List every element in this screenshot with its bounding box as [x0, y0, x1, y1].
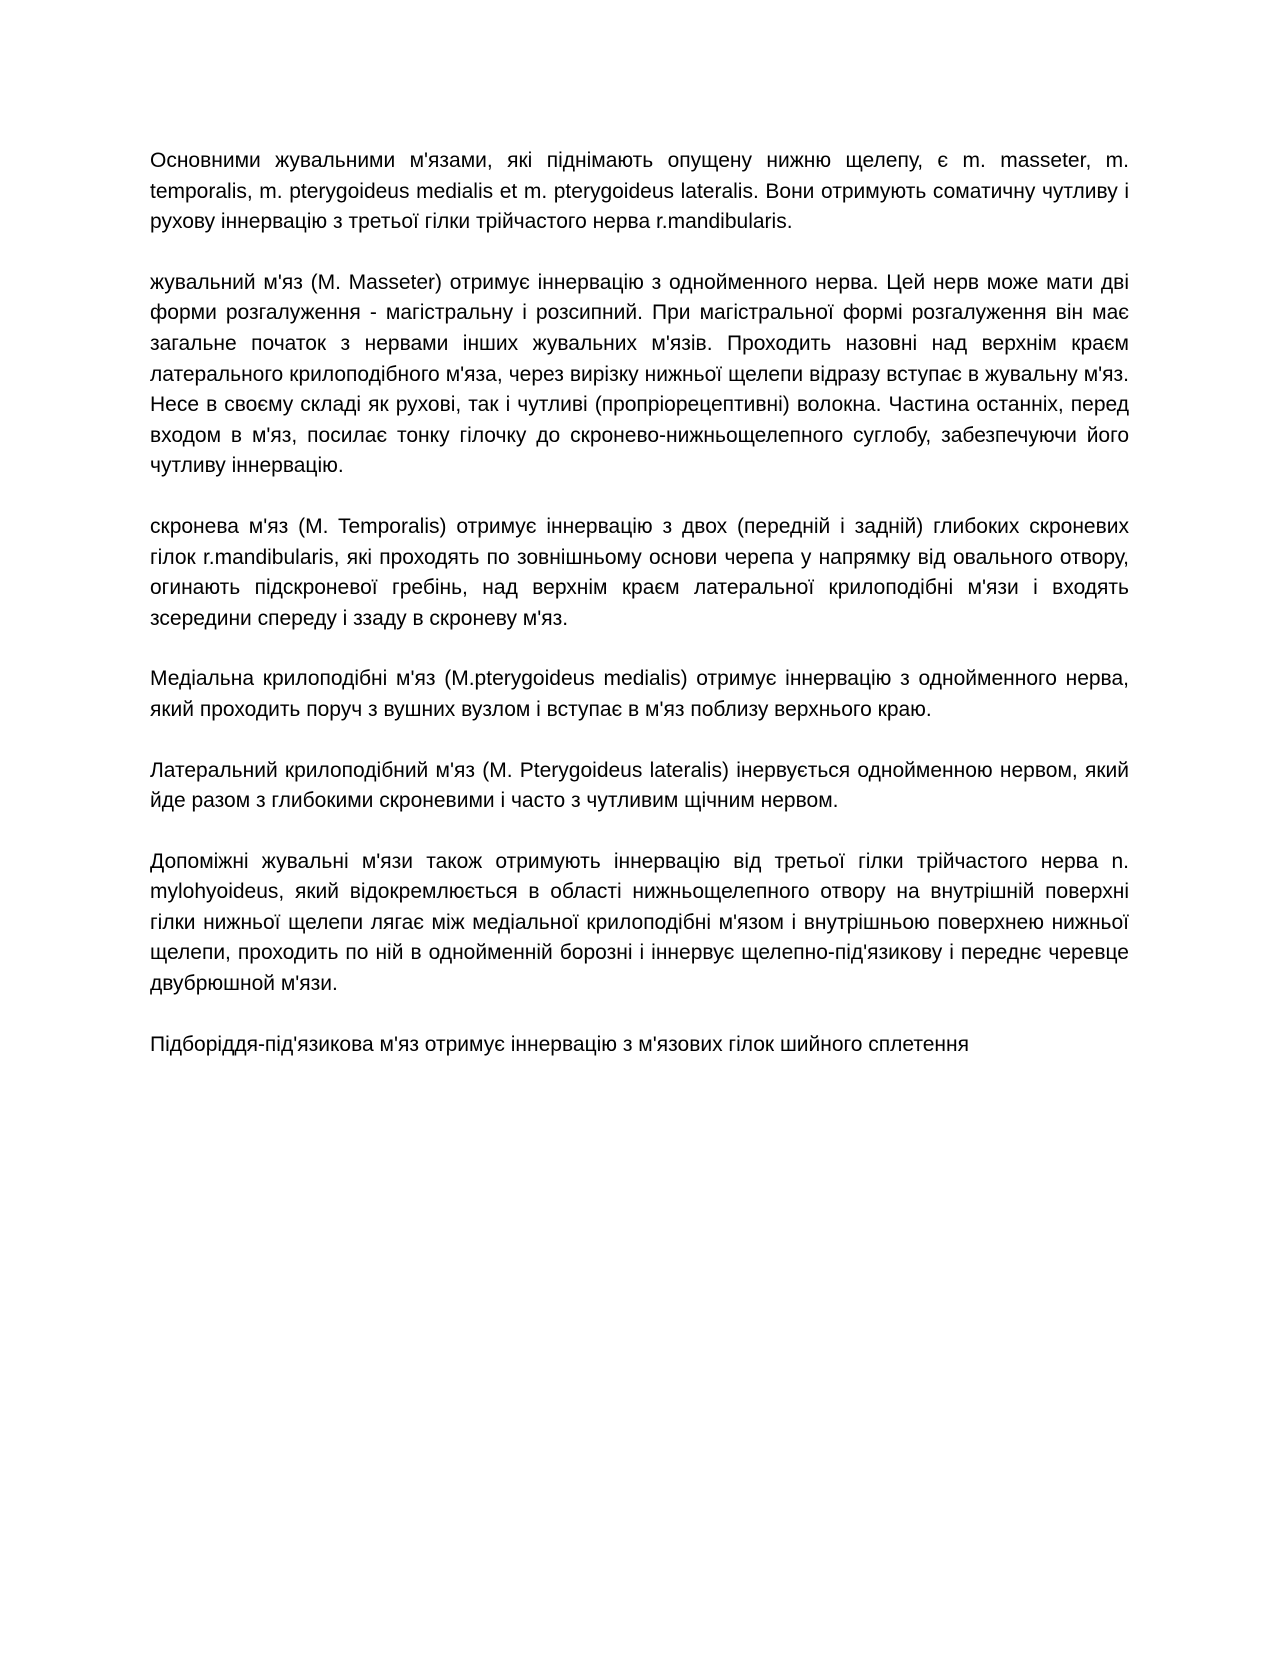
- paragraph-pterygoideus-lateralis: Латеральний крилоподібний м'яз (M. Pterygoideus lateralis) інервується однойменною нервом, який йде разом з глибокими скроневими і часто з чутливим щічним нервом.: [150, 758, 1129, 813]
- paragraph-masseter: жувальний м'яз (M. Masseter) отримує іннервацію з однойменного нерва. Цей нерв може мати дві форми розгалуження - магістральну і розсипний. При магістральної формі розгалуження він має загальне початок з нервами інших жувальних м'язів. Проходить назовні над верхнім краєм латерального крилоподібного м'яза, через вирізку нижньої щелепи відразу вступає в жувальну м'яз. Несе в своєму складі як рухові, так і чутливі (пропріорецептивні) волокна. Частина останніх, перед входом в м'яз, посилає тонку гілочку до скронево-нижньощелепного суглобу, забезпечуючи його чутливу іннервацію.: [150, 270, 1129, 478]
- paragraph-temporalis: скронева м'яз (M. Temporalis) отримує іннервацію з двох (передній і задній) глибоких скроневих гілок r.mandibularis, які проходять по зовнішньому основи черепа у напрямку від овального отвору, огинають підскроневої гребінь, над верхнім краєм латеральної крилоподібні м'язи і входять зсередини спереду і ззаду в скроневу м'яз.: [150, 514, 1129, 630]
- paragraph-geniohyoid: Підборіддя-під'язикова м'яз отримує іннервацію з м'язових гілок шийного сплетення: [150, 1032, 969, 1056]
- document-page: [150, 146, 1129, 1090]
- paragraph-masticatory-muscles: Основними жувальними м'язами, які піднімають опущену нижню щелепу, є m. masseter, m. temporalis, m. pterygoideus medialis et m. pterygoideus lateralis. Вони отримують соматичну чутливу і рухову іннервацію з третьої гілки трійчастого нерва r.mandibularis.: [150, 149, 1129, 234]
- paragraph-pterygoideus-medialis: Медіальна крилоподібні м'яз (M.pterygoideus medialis) отримує іннервацію з однойменного нерва, який проходить поруч з вушних вузлом і вступає в м'яз поблизу верхнього краю.: [150, 667, 1129, 721]
- paragraph-auxiliary-muscles: Допоміжні жувальні м'язи також отримують іннервацію від третьої гілки трійчастого нерва n. mylohyoideus, який відокремлюється в області нижньощелепного отвору на внутрішній поверхні гілки нижньої щелепи лягає між медіальної крилоподібні м'язом і внутрішньою поверхнею нижньої щелепи, проходить по ній в однойменній борозні і іннервує щелепно-під'язикову і переднє черевце двубрюшной м'язи.: [150, 849, 1129, 996]
